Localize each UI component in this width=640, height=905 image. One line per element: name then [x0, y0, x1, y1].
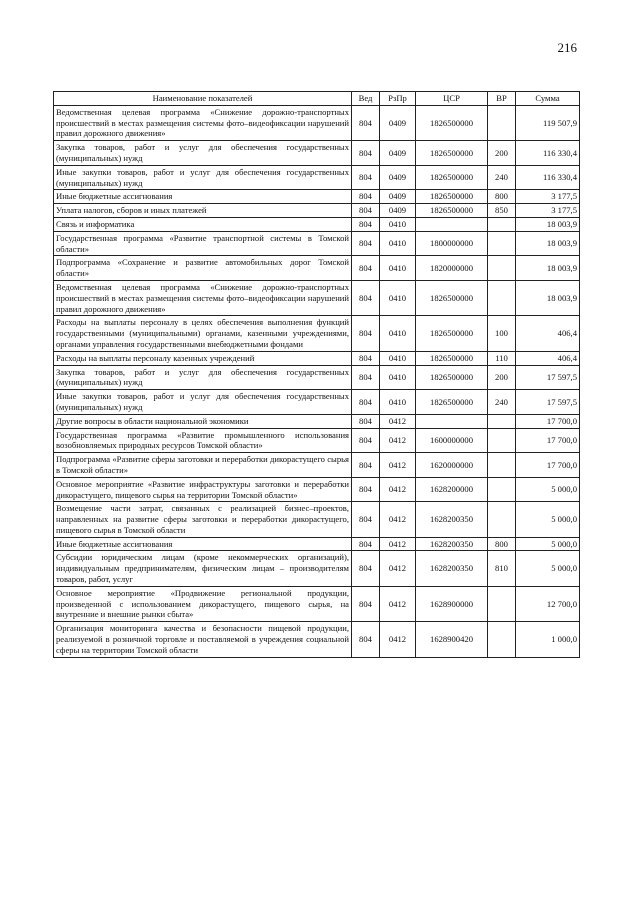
cell-sum: 17 700,0 [516, 453, 580, 478]
table-row [54, 165, 580, 190]
cell-vr [488, 231, 516, 256]
cell-ved: 804 [352, 390, 380, 415]
cell-sum: 5 000,0 [516, 502, 580, 537]
cell-csr: 1800000000 [416, 231, 488, 256]
cell-name: Субсидии юридическим лицам (кроме некоммерческих организаций), индивидуальным предпринимателям, физическим лицам – производителям товаров, работ, услуг [54, 551, 352, 586]
cell-vr: 810 [488, 551, 516, 586]
cell-rzpr: 0412 [380, 428, 416, 453]
cell-csr: 1628200350 [416, 502, 488, 537]
cell-ved: 804 [352, 231, 380, 256]
cell-csr: 1600000000 [416, 428, 488, 453]
cell-rzpr: 0410 [380, 280, 416, 315]
cell-vr [488, 622, 516, 657]
table-row [54, 453, 580, 478]
cell-vr [488, 217, 516, 231]
cell-ved: 804 [352, 551, 380, 586]
cell-name: Государственная программа «Развитие транспортной системы в Томской области» [54, 231, 352, 256]
cell-vr [488, 428, 516, 453]
cell-name: Организация мониторинга качества и безопасности пищевой продукции, реализуемой в розничной торговле и поставляемой в учреждения социальной сферы на территории Томской области [54, 622, 352, 657]
cell-rzpr: 0410 [380, 217, 416, 231]
cell-ved: 804 [352, 105, 380, 140]
cell-vr: 200 [488, 365, 516, 390]
cell-csr: 1826500000 [416, 105, 488, 140]
cell-ved: 804 [352, 141, 380, 166]
cell-ved: 804 [352, 502, 380, 537]
cell-ved: 804 [352, 586, 380, 621]
page-number: 216 [557, 40, 577, 55]
cell-vr [488, 477, 516, 502]
cell-name: Закупка товаров, работ и услуг для обеспечения государственных (муниципальных) нужд [54, 365, 352, 390]
table-row [54, 414, 580, 428]
cell-name: Ведомственная целевая программа «Снижение дорожно-транспортных происшествий в местах размещения системы фото–видеофиксации нарушений правил дорожного движения» [54, 280, 352, 315]
cell-csr: 1826500000 [416, 390, 488, 415]
cell-name: Возмещение части затрат, связанных с реализацией бизнес–проектов, направленных на развитие сферы заготовки и переработки дикорастущего, пищевого сырья в Томской области [54, 502, 352, 537]
cell-csr: 1826500000 [416, 141, 488, 166]
cell-csr [416, 217, 488, 231]
cell-sum: 17 597,5 [516, 365, 580, 390]
cell-ved: 804 [352, 204, 380, 218]
table-row [54, 365, 580, 390]
cell-csr: 1826500000 [416, 280, 488, 315]
cell-rzpr: 0410 [380, 316, 416, 351]
cell-csr: 1628900420 [416, 622, 488, 657]
cell-vr [488, 280, 516, 315]
cell-csr: 1826500000 [416, 190, 488, 204]
table-row [54, 537, 580, 551]
cell-rzpr: 0409 [380, 190, 416, 204]
cell-name: Связь и информатика [54, 217, 352, 231]
cell-vr [488, 256, 516, 281]
cell-sum: 116 330,4 [516, 165, 580, 190]
table-row [54, 586, 580, 621]
cell-csr: 1826500000 [416, 365, 488, 390]
cell-sum: 5 000,0 [516, 477, 580, 502]
cell-ved: 804 [352, 217, 380, 231]
cell-ved: 804 [352, 453, 380, 478]
table-row [54, 428, 580, 453]
cell-vr: 200 [488, 141, 516, 166]
cell-csr: 1820000000 [416, 256, 488, 281]
cell-rzpr: 0410 [380, 390, 416, 415]
cell-sum: 116 330,4 [516, 141, 580, 166]
cell-sum: 17 597,5 [516, 390, 580, 415]
cell-rzpr: 0410 [380, 231, 416, 256]
cell-name: Подпрограмма «Сохранение и развитие автомобильных дорог Томской области» [54, 256, 352, 281]
cell-sum: 406,4 [516, 316, 580, 351]
cell-sum: 18 003,9 [516, 280, 580, 315]
cell-rzpr: 0412 [380, 477, 416, 502]
cell-sum: 3 177,5 [516, 190, 580, 204]
cell-ved: 804 [352, 165, 380, 190]
cell-rzpr: 0409 [380, 141, 416, 166]
table-row [54, 280, 580, 315]
cell-sum: 18 003,9 [516, 231, 580, 256]
table-row [54, 204, 580, 218]
cell-ved: 804 [352, 428, 380, 453]
cell-name: Иные закупки товаров, работ и услуг для обеспечения государственных (муниципальных) нужд [54, 165, 352, 190]
cell-rzpr: 0412 [380, 537, 416, 551]
cell-name: Закупка товаров, работ и услуг для обеспечения государственных (муниципальных) нужд [54, 141, 352, 166]
header-ved: Вед [352, 92, 380, 106]
cell-name: Иные закупки товаров, работ и услуг для обеспечения государственных (муниципальных) нужд [54, 390, 352, 415]
cell-ved: 804 [352, 316, 380, 351]
cell-vr: 800 [488, 537, 516, 551]
cell-name: Основное мероприятие «Продвижение региональной продукции, произведенной с использованием дикорастущего, пищевого сырья, на внутренние и внешние рынки сбыта» [54, 586, 352, 621]
cell-name: Государственная программа «Развитие промышленного использования возобновляемых природных ресурсов Томской области» [54, 428, 352, 453]
cell-rzpr: 0410 [380, 256, 416, 281]
cell-rzpr: 0412 [380, 551, 416, 586]
cell-csr: 1628200350 [416, 551, 488, 586]
cell-vr [488, 414, 516, 428]
cell-sum: 18 003,9 [516, 256, 580, 281]
cell-ved: 804 [352, 622, 380, 657]
cell-rzpr: 0410 [380, 365, 416, 390]
table-row [54, 390, 580, 415]
cell-rzpr: 0412 [380, 586, 416, 621]
cell-csr: 1826500000 [416, 165, 488, 190]
cell-csr: 1628200000 [416, 477, 488, 502]
cell-sum: 17 700,0 [516, 428, 580, 453]
table-row [54, 316, 580, 351]
cell-name: Подпрограмма «Развитие сферы заготовки и переработки дикорастущего сырья в Томской области» [54, 453, 352, 478]
table-row [54, 551, 580, 586]
cell-sum: 1 000,0 [516, 622, 580, 657]
cell-name: Иные бюджетные ассигнования [54, 537, 352, 551]
cell-name: Ведомственная целевая программа «Снижение дорожно-транспортных происшествий в местах размещения системы фото–видеофиксации нарушений правил дорожного движения» [54, 105, 352, 140]
header-rzpr: РзПр [380, 92, 416, 106]
cell-vr: 240 [488, 390, 516, 415]
header-name: Наименование показателей [54, 92, 352, 106]
cell-vr [488, 453, 516, 478]
cell-csr: 1826500000 [416, 316, 488, 351]
cell-vr [488, 586, 516, 621]
cell-csr: 1628900000 [416, 586, 488, 621]
cell-ved: 804 [352, 414, 380, 428]
cell-vr: 100 [488, 316, 516, 351]
table-row [54, 622, 580, 657]
cell-name: Уплата налогов, сборов и иных платежей [54, 204, 352, 218]
cell-vr: 850 [488, 204, 516, 218]
cell-sum: 406,4 [516, 351, 580, 365]
cell-csr: 1620000000 [416, 453, 488, 478]
cell-ved: 804 [352, 351, 380, 365]
cell-sum: 18 003,9 [516, 217, 580, 231]
cell-vr: 800 [488, 190, 516, 204]
cell-rzpr: 0412 [380, 622, 416, 657]
cell-name: Другие вопросы в области национальной экономики [54, 414, 352, 428]
cell-ved: 804 [352, 280, 380, 315]
cell-name: Расходы на выплаты персоналу казенных учреждений [54, 351, 352, 365]
header-vr: ВР [488, 92, 516, 106]
cell-rzpr: 0409 [380, 204, 416, 218]
table-row [54, 141, 580, 166]
header-csr: ЦСР [416, 92, 488, 106]
cell-csr: 1628200350 [416, 537, 488, 551]
cell-name: Расходы на выплаты персоналу в целях обеспечения выполнения функций государственными (муниципальными) органами, казенными учреждениями, органами управления государственными внебюджетными фондами [54, 316, 352, 351]
cell-rzpr: 0409 [380, 105, 416, 140]
cell-sum: 12 700,0 [516, 586, 580, 621]
cell-rzpr: 0412 [380, 502, 416, 537]
cell-vr: 110 [488, 351, 516, 365]
budget-table [53, 91, 580, 658]
cell-rzpr: 0410 [380, 351, 416, 365]
cell-vr: 240 [488, 165, 516, 190]
table-row [54, 231, 580, 256]
table-header-row [54, 92, 580, 106]
table-row [54, 105, 580, 140]
table-row [54, 477, 580, 502]
cell-ved: 804 [352, 477, 380, 502]
table-row [54, 190, 580, 204]
table-row [54, 502, 580, 537]
cell-vr [488, 105, 516, 140]
cell-csr [416, 414, 488, 428]
cell-sum: 119 507,9 [516, 105, 580, 140]
table-row [54, 351, 580, 365]
header-sum: Сумма [516, 92, 580, 106]
cell-name: Основное мероприятие «Развитие инфраструктуры заготовки и переработки дикорастущего, пищевого сырья на территории Томской области» [54, 477, 352, 502]
cell-rzpr: 0412 [380, 453, 416, 478]
cell-ved: 804 [352, 537, 380, 551]
cell-ved: 804 [352, 256, 380, 281]
cell-rzpr: 0409 [380, 165, 416, 190]
cell-sum: 5 000,0 [516, 537, 580, 551]
table-row [54, 217, 580, 231]
cell-sum: 17 700,0 [516, 414, 580, 428]
cell-ved: 804 [352, 190, 380, 204]
cell-ved: 804 [352, 365, 380, 390]
cell-sum: 5 000,0 [516, 551, 580, 586]
cell-csr: 1826500000 [416, 351, 488, 365]
cell-vr [488, 502, 516, 537]
cell-name: Иные бюджетные ассигнования [54, 190, 352, 204]
table-row [54, 256, 580, 281]
cell-sum: 3 177,5 [516, 204, 580, 218]
cell-csr: 1826500000 [416, 204, 488, 218]
cell-rzpr: 0412 [380, 414, 416, 428]
